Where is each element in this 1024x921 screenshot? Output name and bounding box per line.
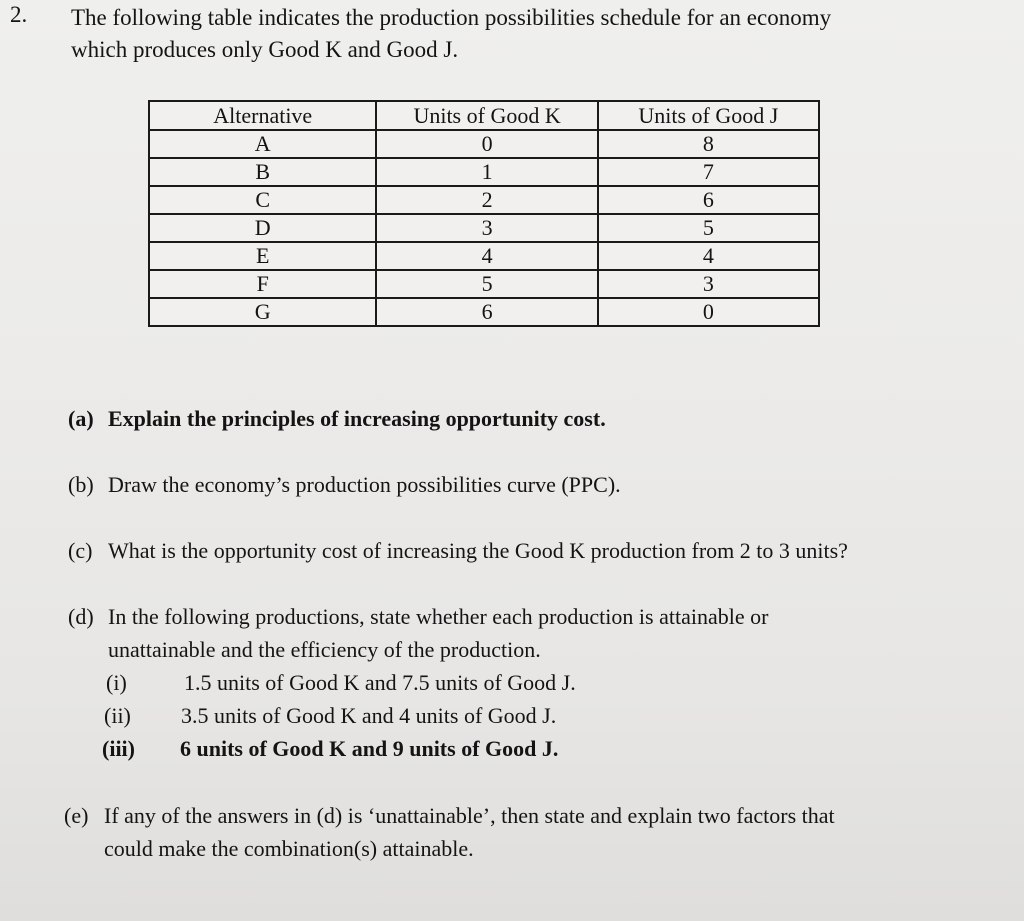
cell-good-k: 3: [376, 214, 597, 242]
part-d-item-label: (i): [106, 670, 127, 695]
table-row: [149, 298, 819, 326]
intro-line-2: which produces only Good K and Good J.: [71, 37, 459, 62]
part-d-line-1: In the following productions, state whether each production is attainable or: [108, 604, 769, 629]
cell-good-k: 5: [376, 270, 597, 298]
table-row: [149, 130, 819, 158]
part-a-label: (a): [68, 406, 94, 431]
part-d-item-label: (ii): [104, 703, 131, 728]
cell-alternative: A: [149, 130, 376, 158]
cell-alternative: F: [149, 270, 376, 298]
table-row: [149, 158, 819, 186]
cell-alternative: D: [149, 214, 376, 242]
cell-alternative: E: [149, 242, 376, 270]
part-a-text: Explain the principles of increasing opportunity cost.: [108, 406, 606, 431]
table-row: [149, 270, 819, 298]
intro-line-1: The following table indicates the production possibilities schedule for an economy: [71, 5, 832, 30]
cell-alternative: C: [149, 186, 376, 214]
cell-alternative: B: [149, 158, 376, 186]
cell-good-k: 0: [376, 130, 597, 158]
part-d-item-text: 6 units of Good K and 9 units of Good J.: [180, 736, 559, 761]
cell-good-j: 4: [598, 242, 819, 270]
cell-good-k: 2: [376, 186, 597, 214]
header-good-k: Units of Good K: [376, 101, 597, 130]
part-d-item-label: (iii): [102, 736, 135, 761]
cell-good-j: 3: [598, 270, 819, 298]
cell-good-j: 6: [598, 186, 819, 214]
part-c-text: What is the opportunity cost of increasing the Good K production from 2 to 3 units?: [108, 538, 848, 563]
cell-good-j: 8: [598, 130, 819, 158]
part-b-text: Draw the economy’s production possibilities curve (PPC).: [108, 472, 621, 497]
table-row: [149, 214, 819, 242]
table-row: [149, 242, 819, 270]
part-b-label: (b): [68, 472, 94, 497]
cell-good-j: 7: [598, 158, 819, 186]
table-row: [149, 186, 819, 214]
cell-good-j: 5: [598, 214, 819, 242]
part-e-line-2: could make the combination(s) attainable.: [104, 836, 474, 861]
question-number: 2.: [10, 2, 28, 27]
part-c-label: (c): [68, 538, 93, 563]
cell-good-k: 4: [376, 242, 597, 270]
cell-alternative: G: [149, 298, 376, 326]
header-alternative: Alternative: [149, 101, 376, 130]
cell-good-k: 6: [376, 298, 597, 326]
production-possibilities-table: [148, 100, 820, 327]
part-d-label: (d): [68, 604, 94, 629]
part-d-item-text: 1.5 units of Good K and 7.5 units of Good J.: [184, 670, 576, 695]
cell-good-k: 1: [376, 158, 597, 186]
table-header-row: [149, 101, 819, 130]
part-e-label: (e): [64, 803, 89, 828]
part-e-line-1: If any of the answers in (d) is ‘unattainable’, then state and explain two factors that: [104, 803, 835, 828]
part-d-item-text: 3.5 units of Good K and 4 units of Good J.: [181, 703, 557, 728]
part-d-line-2: unattainable and the efficiency of the production.: [108, 637, 541, 662]
header-good-j: Units of Good J: [598, 101, 819, 130]
question-intro: [71, 2, 971, 66]
cell-good-j: 0: [598, 298, 819, 326]
